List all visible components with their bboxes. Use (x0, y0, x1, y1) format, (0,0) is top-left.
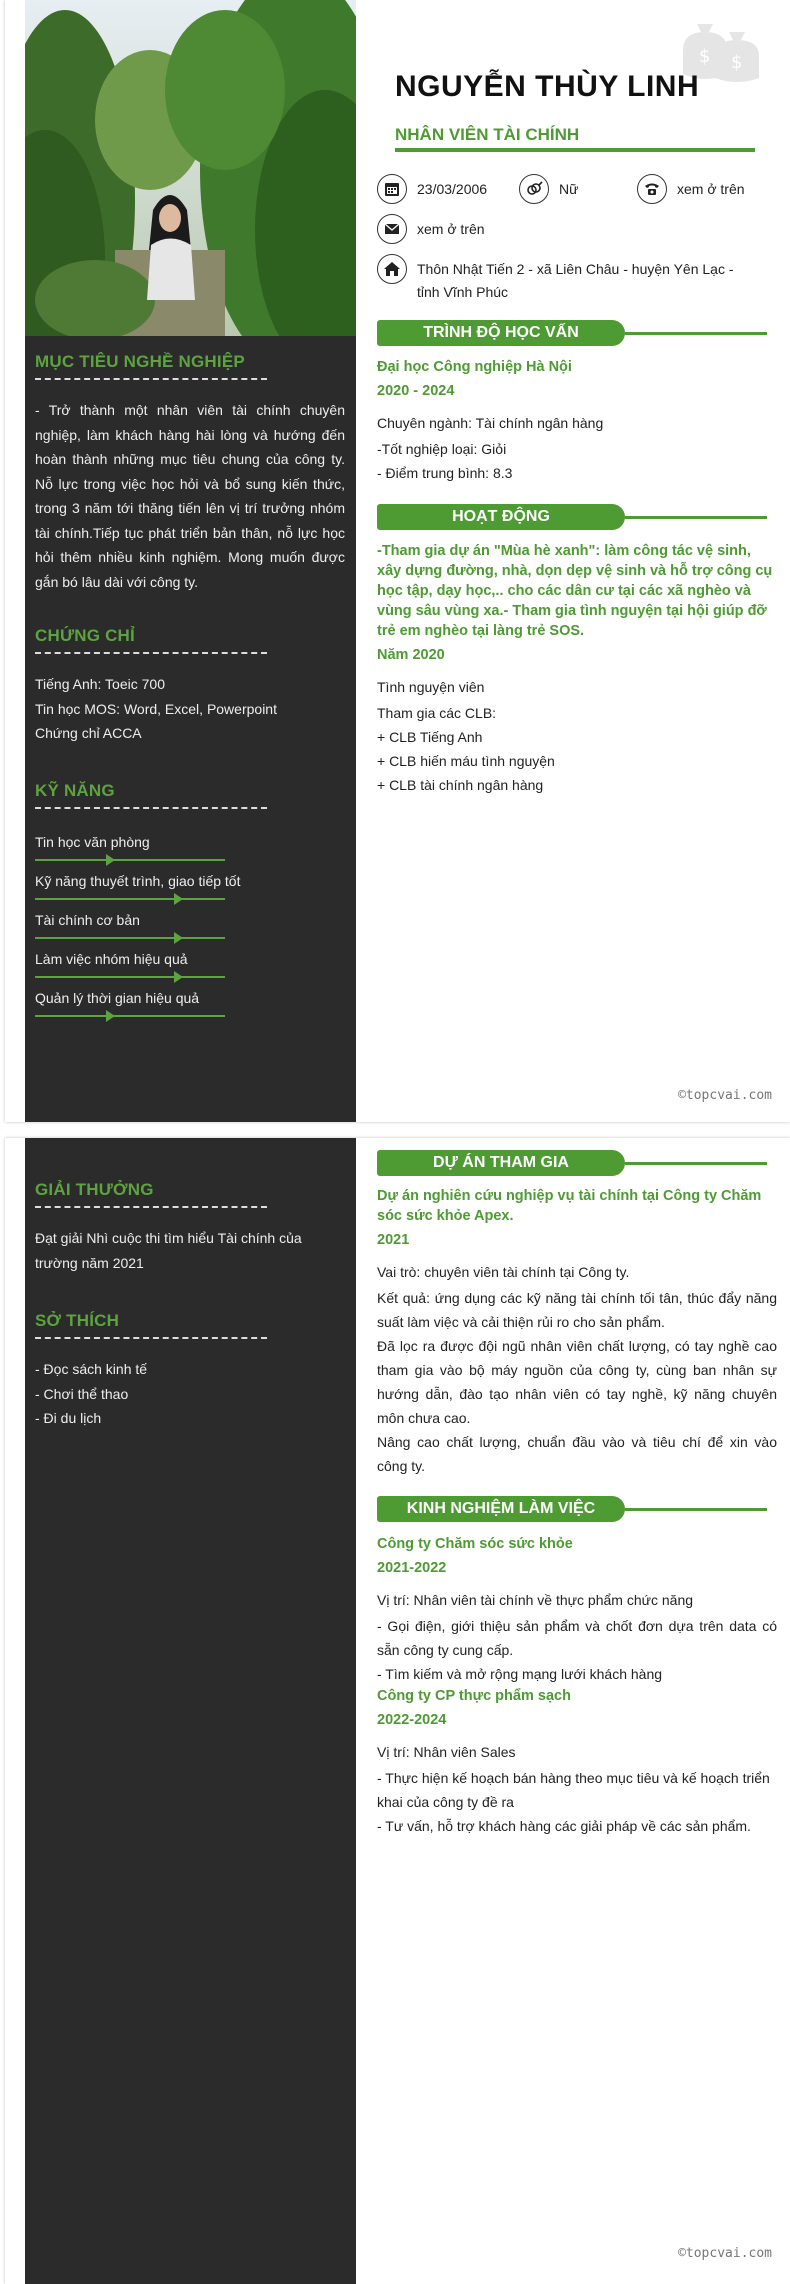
objective-section (35, 352, 345, 594)
project-year: 2021 (377, 1232, 410, 1248)
skill-name: Làm việc nhóm hiệu quả (35, 951, 188, 967)
experience-header (377, 1496, 767, 1522)
header-line (625, 516, 767, 519)
objective-text: - Trở thành một nhân viên tài chính chuyên nghiệp, làm khách hàng hài lòng và hướng đến hoàn thành những mục tiêu chung của công ty. Nỗ lực trong việc học hỏi và bổ sung kiến thức, trong 3 năm tới thăng tiến lên vị trí trưởng nhóm tài chính.Tiếp tục phát triển bản thân, nỗ lực học hỏi thêm nhiều kinh nghiệm. Mong muốn được gắn bó lâu dài với công ty. (35, 402, 345, 590)
profile-photo (25, 0, 356, 336)
header-line (625, 332, 767, 335)
activities-title: HOẠT ĐỘNG (377, 504, 625, 530)
skill-bar (35, 859, 225, 861)
skill-level-arrow (106, 854, 115, 866)
skill-item (35, 873, 345, 900)
full-name: NGUYỄN THÙY LINH (395, 70, 700, 103)
job-period: 2022-2024 (377, 1712, 447, 1728)
project-name: Dự án nghiên cứu nghiệp vụ tài chính tại Công ty Chăm sóc sức khỏe Apex. (377, 1188, 762, 1224)
job-task: - Thực hiện kế hoạch bán hàng theo mục tiêu và kế hoạch triển khai của công ty đề ra (377, 1770, 770, 1810)
skill-item (35, 951, 345, 978)
awards-text: Đạt giải Nhì cuộc thi tìm hiểu Tài chính của trường năm 2021 (35, 1230, 302, 1271)
project-role: Vai trò: chuyên viên tài chính tại Công ty. (377, 1264, 630, 1280)
project-desc: Kết quả: ứng dụng các kỹ năng tài chính tối tân, thúc đẩy năng suất làm việc và cải thiện rủi ro cho sản phẩm. (377, 1290, 777, 1330)
company-name: Công ty Chăm sóc sức khỏe (377, 1536, 573, 1552)
education-title: TRÌNH ĐỘ HỌC VẤN (377, 320, 625, 346)
address-text: Thôn Nhật Tiến 2 - xã Liên Châu - huyện Yên Lạc - tỉnh Vĩnh Phúc (417, 261, 734, 300)
calendar-icon (377, 174, 407, 204)
skill-level-arrow (174, 932, 183, 944)
home-icon (377, 254, 407, 284)
project-desc: Đã lọc ra được đội ngũ nhân viên chất lượng, có tay nghề cao tham gia vào bộ máy nguồn của công ty, cùng ban nhân sự hướng dẫn, đào tạo nhân viên có tay nghề, kỹ năng chuyên môn chưa cao. (377, 1338, 777, 1426)
phone-text: xem ở trên (677, 181, 745, 197)
skill-bar (35, 898, 225, 900)
objective-title: MỤC TIÊU NGHỀ NGHIỆP (35, 352, 245, 371)
svg-text:$: $ (699, 46, 711, 67)
birthday-text: 23/03/2006 (417, 181, 488, 197)
email-text: xem ở trên (417, 221, 485, 237)
birthday-info (377, 174, 487, 204)
gender-info (519, 174, 578, 204)
certificate-item: Tin học MOS: Word, Excel, Powerpoint (35, 700, 277, 717)
job-position: Vị trí: Nhân viên tài chính về thực phẩm chức năng (377, 1592, 694, 1608)
skill-name: Tin học văn phòng (35, 834, 150, 850)
envelope-icon (377, 214, 407, 244)
education-gpa: - Điểm trung bình: 8.3 (377, 465, 513, 481)
project-desc: Nâng cao chất lượng, chuẩn đầu vào và tiêu chí để xin vào công ty. (377, 1434, 777, 1474)
skill-bar (35, 1015, 225, 1017)
awards-section (35, 1180, 345, 1275)
skill-item (35, 834, 345, 861)
address-info (377, 254, 757, 304)
projects-title: DỰ ÁN THAM GIA (377, 1150, 625, 1176)
cv-page-2 (5, 1138, 790, 2284)
skills-title: KỸ NĂNG (35, 781, 115, 800)
education-header (377, 320, 767, 346)
skill-item (35, 912, 345, 939)
company-name: Công ty CP thực phẩm sạch (377, 1688, 571, 1704)
education-rank: -Tốt nghiệp loại: Giỏi (377, 441, 507, 457)
school-name: Đại học Công nghiệp Hà Nội (377, 359, 572, 375)
skills-section (35, 781, 345, 1029)
phone-icon (637, 174, 667, 204)
watermark: ©topcvai.com (678, 2246, 772, 2261)
divider (35, 807, 267, 809)
club-item: + CLB Tiếng Anh (377, 729, 483, 745)
certificates-title: CHỨNG CHỈ (35, 626, 135, 645)
divider (35, 1337, 267, 1339)
job-task: - Tìm kiếm và mở rộng mạng lưới khách hàng (377, 1666, 663, 1682)
title-underline (395, 148, 755, 152)
activities-header (377, 504, 767, 530)
header-line (625, 1508, 767, 1511)
education-major: Chuyên ngành: Tài chính ngân hàng (377, 415, 604, 431)
clubs-intro: Tham gia các CLB: (377, 705, 497, 721)
watermark: ©topcvai.com (678, 1088, 772, 1103)
skill-name: Kỹ năng thuyết trình, giao tiếp tốt (35, 873, 241, 889)
awards-title: GIẢI THƯỞNG (35, 1180, 154, 1199)
skill-name: Tài chính cơ bản (35, 912, 140, 928)
skill-level-arrow (106, 1010, 115, 1022)
activity-year: Năm 2020 (377, 647, 445, 663)
job-task: - Tư vấn, hỗ trợ khách hàng các giải pháp về các sản phẩm. (377, 1818, 751, 1834)
skill-name: Quản lý thời gian hiệu quả (35, 990, 200, 1006)
job-period: 2021-2022 (377, 1560, 447, 1576)
projects-header (377, 1150, 767, 1176)
activity-description: -Tham gia dự án "Mùa hè xanh": làm công tác vệ sinh, xây dựng đường, nhà, dọn dẹp vệ sinh và hỗ trợ công cụ học tập, dạy học,.. cho các dân cư tại các xã nghèo và vùng sâu vùng xa.- Tham gia tình nguyện tại hội giúp đỡ trẻ em nghèo tại làng trẻ SOS. (377, 543, 773, 639)
sidebar (25, 1138, 356, 2284)
header-line (625, 1162, 767, 1165)
experience-title: KINH NGHIỆM LÀM VIỆC (377, 1496, 625, 1522)
cv-page-1 (5, 0, 790, 1122)
gender-text: Nữ (559, 181, 579, 197)
hobby-item: - Chơi thể thao (35, 1385, 129, 1402)
job-task: - Gọi điện, giới thiệu sản phẩm và chốt đơn dựa trên data có sẵn công ty cung cấp. (377, 1618, 777, 1658)
certificate-item: Tiếng Anh: Toeic 700 (35, 676, 165, 692)
hobby-item: - Đọc sách kinh tế (35, 1361, 148, 1377)
job-title: NHÂN VIÊN TÀI CHÍNH (395, 125, 580, 144)
svg-text:$: $ (731, 52, 743, 73)
skills-list (35, 834, 345, 1017)
hobbies-title: SỞ THÍCH (35, 1311, 120, 1330)
education-period: 2020 - 2024 (377, 383, 455, 399)
activity-role: Tình nguyện viên (377, 679, 485, 695)
skill-bar (35, 976, 225, 978)
projects-content (377, 1186, 777, 1478)
certificates-section (35, 626, 345, 746)
divider (35, 1206, 267, 1208)
activities-content (377, 541, 777, 797)
club-item: + CLB tài chính ngân hàng (377, 777, 544, 793)
skill-item (35, 990, 345, 1017)
experience-content (377, 1534, 777, 1838)
certificate-item: Chứng chỉ ACCA (35, 725, 142, 741)
skill-bar (35, 937, 225, 939)
education-content (377, 357, 777, 485)
divider (35, 378, 267, 380)
job-position: Vị trí: Nhân viên Sales (377, 1744, 516, 1760)
hobby-item: - Đi du lịch (35, 1410, 102, 1426)
phone-info (637, 174, 745, 204)
email-info (377, 214, 485, 244)
skill-level-arrow (174, 971, 183, 983)
divider (35, 652, 267, 654)
gender-icon (519, 174, 549, 204)
club-item: + CLB hiến máu tình nguyện (377, 753, 555, 769)
skill-level-arrow (174, 893, 183, 905)
hobbies-section (35, 1311, 345, 1431)
